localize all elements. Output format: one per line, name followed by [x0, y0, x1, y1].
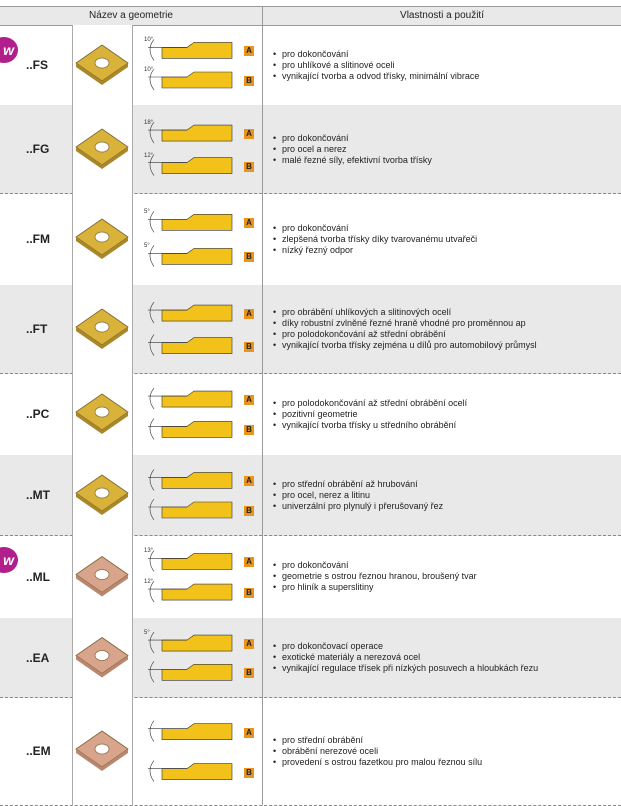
- insert-image-cell: [72, 697, 133, 805]
- angle-label: 10°: [144, 37, 154, 43]
- properties-list: [273, 223, 477, 256]
- table-header: [0, 6, 621, 26]
- property-item: • vynikající tvorba a odvod třísky, minimální vibrace: [273, 71, 479, 82]
- geometry-code: ..EM: [26, 744, 51, 758]
- insert-icon: [73, 25, 132, 105]
- table-row: [0, 535, 621, 619]
- geometry-code: ..MT: [26, 488, 50, 502]
- profile-label-b: B: [244, 425, 254, 435]
- insert-icon: [73, 285, 132, 373]
- property-item: • pro ocel a nerez: [273, 144, 432, 155]
- angle-label: 13°: [144, 548, 154, 554]
- properties-cell: [263, 697, 621, 805]
- profile-label-a: A: [244, 476, 254, 486]
- property-item: • pro ocel, nerez a litinu: [273, 490, 443, 501]
- geometry-code: ..ML: [26, 570, 50, 584]
- property-item: • malé řezné síly, efektivní tvorba třísky: [273, 155, 432, 166]
- geometry-profile-cell: [132, 535, 263, 618]
- insert-image-cell: [72, 535, 133, 618]
- profile-label-b: B: [244, 162, 254, 172]
- insert-icon: [73, 618, 132, 697]
- properties-cell: [263, 535, 621, 618]
- properties-cell: [263, 455, 621, 535]
- properties-cell: [263, 618, 621, 697]
- property-item: • díky robustní zvlněné řezné hraně vhodné pro proměnnou ap: [273, 318, 537, 329]
- geometry-code-cell: [0, 25, 72, 105]
- angle-label: 10°: [144, 67, 154, 73]
- insert-image-cell: [72, 618, 133, 697]
- profile-drawing: [132, 373, 262, 455]
- property-item: • pozitivní geometrie: [273, 409, 467, 420]
- properties-cell: [263, 193, 621, 285]
- properties-list: [273, 560, 477, 593]
- profile-label-a: A: [244, 557, 254, 567]
- properties-cell: [263, 105, 621, 193]
- angle-label: 5°: [144, 243, 150, 249]
- profile-label-a: A: [244, 309, 254, 319]
- profile-label-a: A: [244, 218, 254, 228]
- profile-label-b: B: [244, 342, 254, 352]
- profile-drawing: [132, 193, 262, 285]
- geometry-code-cell: [0, 373, 72, 455]
- profile-label-b: B: [244, 668, 254, 678]
- new-badge: w: [0, 37, 18, 63]
- profile-drawing: [132, 285, 262, 373]
- profile-label-a: A: [244, 639, 254, 649]
- property-item: • pro dokončování: [273, 133, 432, 144]
- geometry-code: ..FM: [26, 232, 50, 246]
- profile-label-b: B: [244, 76, 254, 86]
- property-item: • zlepšená tvorba třísky díky tvarovanému utvařeči: [273, 234, 477, 245]
- insert-image-cell: [72, 25, 133, 105]
- profile-drawing: [132, 105, 262, 193]
- properties-list: [273, 398, 467, 431]
- table-row: [0, 373, 621, 456]
- insert-image-cell: [72, 455, 133, 535]
- insert-image-cell: [72, 105, 133, 193]
- insert-icon: [73, 105, 132, 193]
- angle-label: 5°: [144, 630, 150, 636]
- geometry-code: ..FT: [26, 322, 48, 336]
- property-item: • univerzální pro plynulý i přerušovaný řez: [273, 501, 443, 512]
- property-item: • pro hliník a superslitiny: [273, 582, 477, 593]
- geometry-profile-cell: [132, 697, 263, 805]
- insert-image-cell: [72, 285, 133, 373]
- geometry-profile-cell: [132, 618, 263, 697]
- profile-label-b: B: [244, 768, 254, 778]
- property-item: • pro polodokončování až střední obrábění: [273, 329, 537, 340]
- table-row: [0, 193, 621, 286]
- properties-list: [273, 735, 482, 768]
- property-item: • pro dokončovací operace: [273, 641, 538, 652]
- property-item: • exotické materiály a nerezová ocel: [273, 652, 538, 663]
- profile-label-b: B: [244, 252, 254, 262]
- insert-icon: [73, 193, 132, 285]
- geometry-code-cell: [0, 285, 72, 373]
- property-item: • pro uhlíkové a slitinové oceli: [273, 60, 479, 71]
- property-item: • obrábění nerezové oceli: [273, 746, 482, 757]
- geometry-code-cell: [0, 193, 72, 285]
- property-item: • pro dokončování: [273, 560, 477, 571]
- table-row: [0, 455, 621, 536]
- properties-cell: [263, 285, 621, 373]
- geometry-profile-cell: [132, 373, 263, 455]
- geometry-profile-cell: [132, 193, 263, 285]
- property-item: • pro dokončování: [273, 49, 479, 60]
- header-properties-usage: Vlastnosti a použití: [400, 10, 484, 21]
- geometry-profile-cell: [132, 455, 263, 535]
- insert-image-cell: [72, 193, 133, 285]
- properties-list: [273, 307, 537, 351]
- profile-label-b: B: [244, 506, 254, 516]
- table-row: [0, 618, 621, 698]
- insert-icon: [73, 373, 132, 455]
- angle-label: 12°: [144, 153, 154, 159]
- table-row: [0, 105, 621, 194]
- header-name-geometry: Název a geometrie: [0, 7, 263, 25]
- profile-drawing: [132, 618, 262, 697]
- insert-icon: [73, 697, 132, 805]
- properties-cell: [263, 373, 621, 455]
- geometry-code: ..EA: [26, 651, 50, 665]
- profile-label-a: A: [244, 728, 254, 738]
- properties-list: [273, 641, 538, 674]
- profile-label-b: B: [244, 588, 254, 598]
- geometry-profile-cell: [132, 105, 263, 193]
- properties-cell: [263, 25, 621, 105]
- property-item: • vynikající regulace třísek při nízkých posuvech a hloubkách řezu: [273, 663, 538, 674]
- angle-label: 12°: [144, 579, 154, 585]
- properties-list: [273, 479, 443, 512]
- geometry-code: ..FG: [26, 142, 50, 156]
- geometry-code-cell: [0, 618, 72, 697]
- properties-list: [273, 49, 479, 82]
- geometry-profile-cell: [132, 285, 263, 373]
- property-item: • vynikající tvorba třísky zejména u dílů pro automobilový průmysl: [273, 340, 537, 351]
- geometry-code: ..FS: [26, 58, 49, 72]
- table-row: [0, 697, 621, 806]
- property-item: • provedení s ostrou fazetkou pro malou řeznou sílu: [273, 757, 482, 768]
- property-item: • pro polodokončování až střední obrábění ocelí: [273, 398, 467, 409]
- geometry-code-cell: [0, 697, 72, 805]
- geometry-code-cell: [0, 535, 72, 618]
- table-row: [0, 285, 621, 374]
- new-badge: w: [0, 547, 18, 573]
- geometry-profile-cell: [132, 25, 263, 105]
- insert-icon: [73, 455, 132, 535]
- angle-label: 5°: [144, 209, 150, 215]
- profile-label-a: A: [244, 129, 254, 139]
- profile-label-a: A: [244, 395, 254, 405]
- profile-drawing: [132, 455, 262, 535]
- geometry-code: ..PC: [26, 407, 50, 421]
- properties-list: [273, 133, 432, 166]
- profile-label-a: A: [244, 46, 254, 56]
- geometry-code-cell: [0, 455, 72, 535]
- property-item: • pro dokončování: [273, 223, 477, 234]
- property-item: • vynikající tvorba třísky u středního obrábění: [273, 420, 467, 431]
- insert-icon: [73, 535, 132, 618]
- property-item: • pro střední obrábění až hrubování: [273, 479, 443, 490]
- profile-drawing: [132, 697, 262, 805]
- insert-image-cell: [72, 373, 133, 455]
- property-item: • geometrie s ostrou řeznou hranou, broušený tvar: [273, 571, 477, 582]
- property-item: • nízký řezný odpor: [273, 245, 477, 256]
- property-item: • pro střední obrábění: [273, 735, 482, 746]
- property-item: • pro obrábění uhlíkových a slitinových ocelí: [273, 307, 537, 318]
- angle-label: 18°: [144, 120, 154, 126]
- table-row: [0, 25, 621, 106]
- geometry-code-cell: [0, 105, 72, 193]
